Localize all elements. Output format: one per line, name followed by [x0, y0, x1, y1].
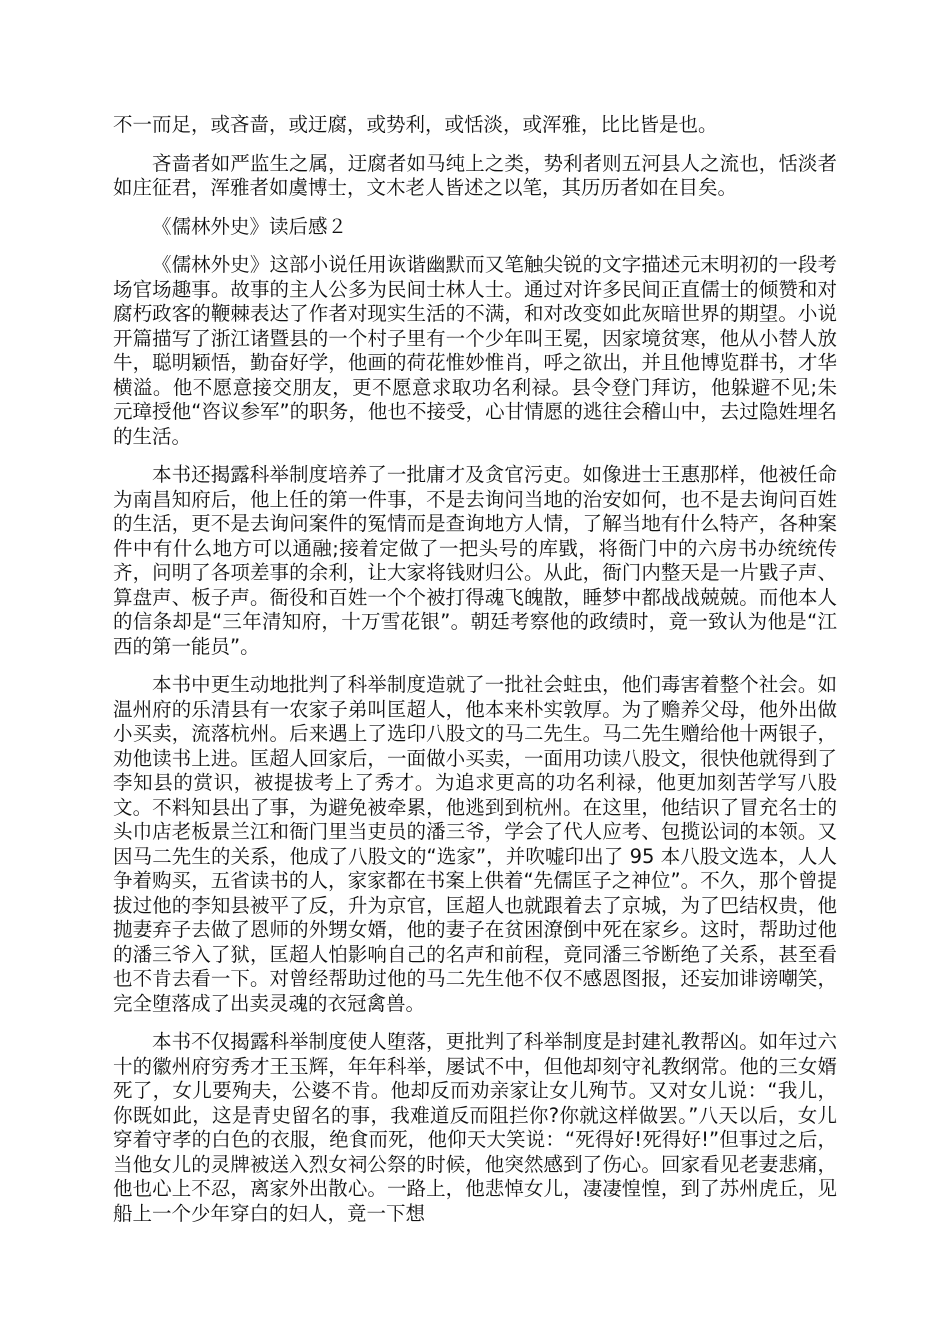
- paragraph-wang-hui: 本书还揭露科举制度培养了一批庸才及贪官污吏。如像进士王惠那样，他被任命为南昌知府后，他上任的第一件事，不是去询问当地的治安如何，也不是去询问百姓的生活，更不是去询问案件的冤情而是查询地方人情，了解当地有什么特产，各种案件中有什么地方可以通融;接着定做了一把头号的库戥，将衙门中的六房书办统统传齐，问明了各项差事的余利，让大家将钱财归公。从此，衙门内整天是一片戥子声、算盘声、板子声。衙役和百姓一个个被打得魂飞魄散，睡梦中都战战兢兢。而他本人的信条却是“三年清知府，十万雪花银”。朝廷考察他的政绩时，竟一致认为他是“江西的第一能员”。: [113, 463, 837, 658]
- paragraph-wang-mian: 《儒林外史》这部小说任用诙谐幽默而又笔触尖锐的文字描述元末明初的一段考场官场趣事。故事的主人公多为民间士林人士。通过对许多民间正直儒士的倾赞和对腐朽政客的鞭棘表达了作者对现实生活的不满，和对改变如此灰暗世界的期望。小说开篇描写了浙江诸暨县的一个村子里有一个少年叫王冕，因家境贫寒，他从小替人放牛，聪明颖悟，勤奋好学，他画的荷花惟妙惟肖，呼之欲出，并且他博览群书，才华横溢。他不愿意接交朋友，更不愿意求取功名利禄。县令登门拜访，他躲避不见;朱元璋授他“咨议参军”的职务，他也不接受，心甘情愿的逃往会稽山中，去过隐姓埋名的生活。: [113, 253, 837, 448]
- paragraph-kuang-chaoren: 本书中更生动地批判了科举制度造就了一批社会蛀虫，他们毒害着整个社会。如温州府的乐清县有一农家子弟叫匡超人，他本来朴实敦厚。为了赡养父母，他外出做小买卖，流落杭州。后来遇上了选印八股文的马二先生。马二先生赠给他十两银子，劝他读书上进。匡超人回家后，一面做小买卖，一面用功读八股文，很快他就得到了李知县的赏识，被提拔考上了秀才。为追求更高的功名利禄，他更加刻苦学写八股文。不料知县出了事，为避免被牵累，他逃到到杭州。在这里，他结识了冒充名士的头巾店老板景兰江和衙门里当吏员的潘三爷，学会了代人应考、包揽讼词的本领。又因马二先生的关系，他成了八股文的“选家”，并吹嘘印出了 95 本八股文选本，人人争着购买，五省读书的人，家家都在书案上供着“先儒匡子之神位”。不久，那个曾提拔过他的李知县被平了反，升为京官，匡超人也就跟着去了京城，为了巴结权贵，他抛妻弃子去做了恩师的外甥女婿，他的妻子在贫困潦倒中死在家乡。这时，帮助过他的潘三爷入了狱，匡超人怕影响自己的名声和前程，竟同潘三爷断绝了关系，甚至看也不肯去看一下。对曾经帮助过他的马二先生他不仅不感恩图报，还妄加诽谤嘲笑，完全堕落成了出卖灵魂的衣冠禽兽。: [113, 673, 837, 1015]
- document-page: [113, 113, 837, 1240]
- paragraph-character-types: 吝啬者如严监生之属，迂腐者如马纯上之类，势利者则五河县人之流也，恬淡者如庄征君，浑雅者如虞博士，文木老人皆述之以笔，其历历者如在目矣。: [113, 151, 837, 199]
- paragraph-continuation: 不一而足，或吝啬，或迂腐，或势利，或恬淡，或浑雅，比比皆是也。: [113, 113, 718, 136]
- paragraph-wang-yuhui: 本书不仅揭露科举制度使人堕落，更批判了科举制度是封建礼教帮凶。如年过六十的徽州府穷秀才王玉辉，年年科举，屡试不中，但他却刻守礼教纲常。他的三女婿死了，女儿要殉夫，公婆不肯。他却反而劝亲家让女儿殉节。又对女儿说：“我儿，你既如此，这是青史留名的事，我难道反而阻拦你?你就这样做罢。”八天以后，女儿穿着守孝的白色的衣服，绝食而死，他仰天大笑说：“死得好!死得好!”但事过之后，当他女儿的灵牌被送入烈女祠公祭的时候，他突然感到了伤心。回家看见老妻悲痛，他也心上不忍，离家外出散心。一路上，他悲悼女儿，凄凄惶惶，到了苏州虎丘，见船上一个少年穿白的妇人，竟一下想: [113, 1030, 837, 1225]
- section-heading: 《儒林外史》读后感２: [152, 214, 348, 238]
